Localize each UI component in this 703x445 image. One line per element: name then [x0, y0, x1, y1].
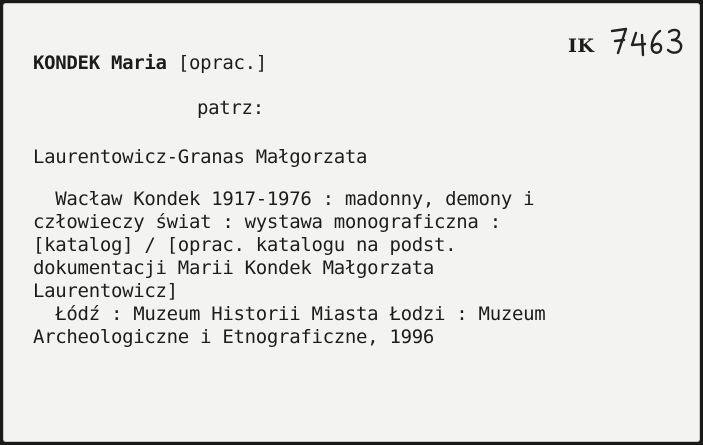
catalog-card — [3, 3, 700, 442]
publication-line: Archeologiczne i Etnograficzne, 1996 — [33, 326, 435, 348]
publication-line: Łódź : Muzeum Historii Miasta Łodzi : Muzeum — [33, 303, 546, 325]
catalog-prefix: IK — [568, 35, 595, 57]
description-line: Wacław Kondek 1917-1976 : madonny, demony i — [33, 188, 535, 210]
description-line: Laurentowicz] — [33, 280, 178, 302]
description-line: dokumentacji Marii Kondek Małgorzata — [33, 257, 435, 279]
heading-role: [oprac.] — [177, 52, 267, 74]
heading — [33, 52, 267, 75]
handwritten-catalog-number — [610, 21, 690, 61]
description-line: człowieczy świat : wystawa monograficzna : — [33, 211, 501, 233]
see-reference-target: Laurentowicz-Granas Małgorzata — [33, 146, 368, 168]
see-reference-label: patrz: — [197, 97, 264, 119]
description-line: [katalog] / [oprac. katalogu na podst. — [33, 234, 457, 256]
heading-name: KONDEK Maria — [33, 52, 167, 74]
